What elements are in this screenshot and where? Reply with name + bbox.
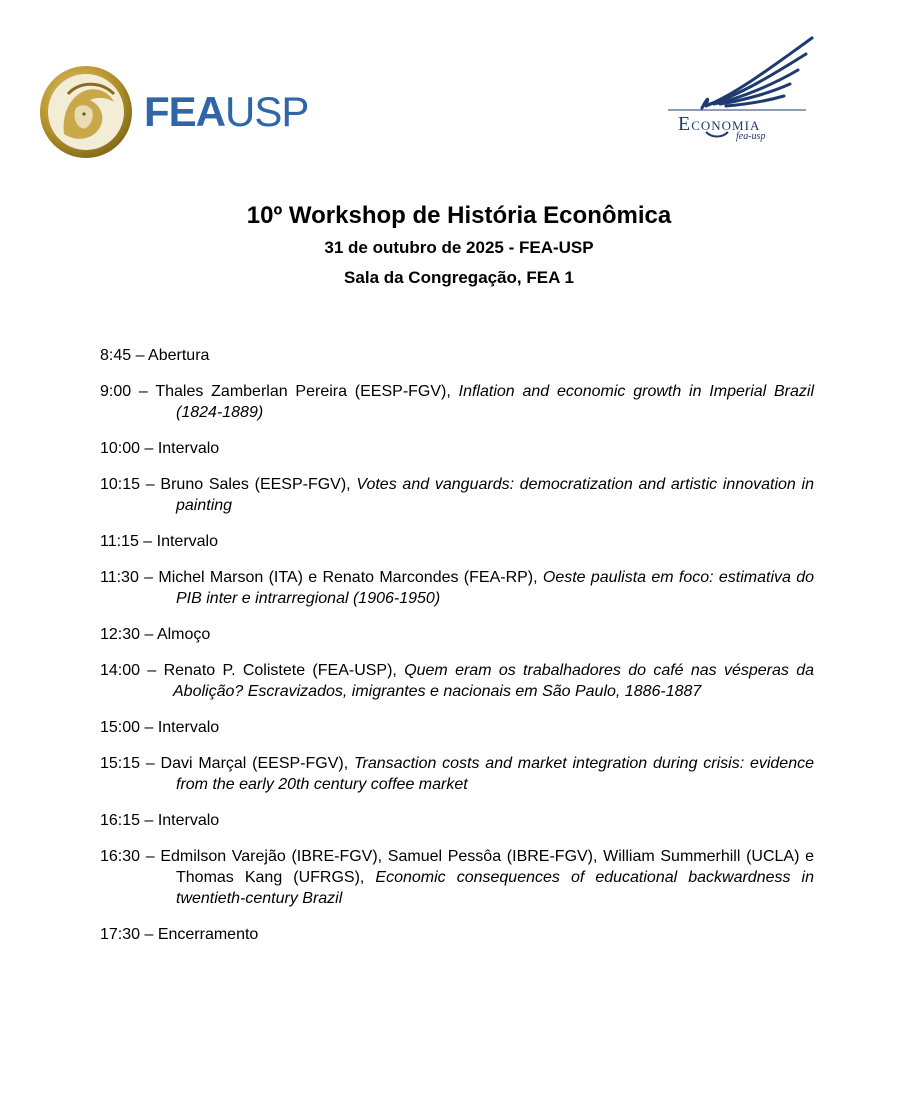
program-paper-title: Inflation and economic growth in Imperial Brazil (1824-1889) [176,383,815,421]
program-time: 15:15 – [100,755,161,772]
program-text: Intervalo [157,440,220,457]
program-item [100,846,814,909]
program-text: Renato P. Colistete (FEA-USP), [163,662,405,679]
program-time: 16:15 – [100,812,158,829]
wordmark-fea: FEA [144,88,225,135]
program-text: Thales Zamberlan Pereira (EESP-FGV), [155,383,459,400]
program-text: Davi Marçal (EESP-FGV), [160,755,354,772]
program-text: Bruno Sales (EESP-FGV), [160,476,357,493]
program-item [100,624,814,645]
program-text: Intervalo [156,533,219,550]
program-item [100,531,814,552]
title-block [0,200,918,289]
program-text: Intervalo [157,812,220,829]
program-time: 12:30 – [100,626,157,643]
program-item [100,924,814,945]
program-time: 9:00 – [100,383,156,400]
program-paper-title: Transaction costs and market integration during crisis: evidence from the early 20th century coffee market [176,755,814,793]
program-time: 16:30 – [100,848,161,865]
program-paper-title: Economic consequences of educational backwardness in twentieth-century Brazil [176,869,814,907]
date-line: 31 de outubro de 2025 - FEA-USP [324,238,594,257]
program-text: Encerramento [157,926,259,943]
economia-initial: E [678,113,692,135]
program-time: 8:45 – [100,347,149,364]
program-time: 11:30 – [100,569,159,586]
program-text: Michel Marson (ITA) e Renato Marcondes (FEA-RP), [158,569,543,586]
fea-usp-logo [38,64,338,164]
program-text: Intervalo [157,719,220,736]
program-item [100,810,814,831]
program-paper-title: Oeste paulista em foco: estimativa do PIB inter e intrarregional (1906-1950) [176,569,815,607]
program-list [100,345,814,960]
program-item [100,717,814,738]
fea-usp-wordmark [144,90,308,134]
program-item [100,438,814,459]
program-text: Abertura [148,347,210,364]
program-item [100,753,814,795]
program-paper-title: Votes and vanguards: democratization and artistic innovation in painting [176,476,815,514]
program-text: Almoço [156,626,211,643]
program-time: 15:00 – [100,719,158,736]
program-time: 10:15 – [100,476,161,493]
page-title: 10º Workshop de História Econômica [246,202,672,229]
economia-subtitle: fea-usp [736,131,766,142]
economia-logo [666,34,816,146]
program-time: 11:15 – [100,533,157,550]
program-item [100,474,814,516]
program-paper-title: Quem eram os trabalhadores do café nas vésperas da Abolição? Escravizados, imigrantes e nacionais em São Paulo, 1886-1887 [173,662,815,700]
program-item [100,381,814,423]
economia-rest: CONOMIA [691,118,761,133]
program-time: 14:00 – [100,662,164,679]
program-time: 10:00 – [100,440,158,457]
program-item [100,660,814,702]
venue-line: Sala da Congregação, FEA 1 [344,268,574,287]
program-text: Edmilson Varejão (IBRE-FGV), Samuel Pessôa (IBRE-FGV), William Summerhill (UCLA) e Thomas Kang (UFRGS), [160,848,815,886]
fea-usp-seal-icon [38,64,134,160]
program-item [100,567,814,609]
program-time: 17:30 – [100,926,158,943]
program-item [100,345,814,366]
wordmark-usp: USP [225,88,309,135]
